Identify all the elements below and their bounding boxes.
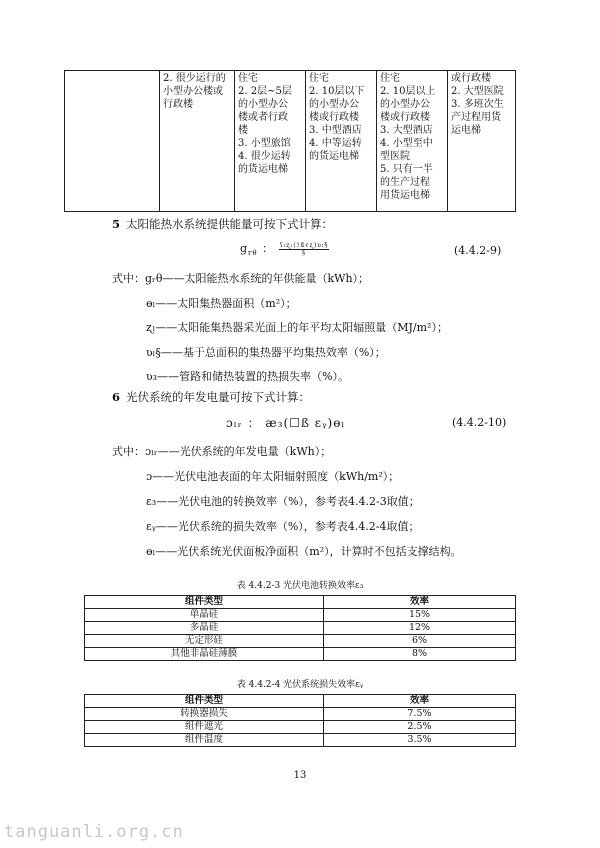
table-row [85,622,516,635]
cell-text-line: 3. 大型酒店 [380,125,433,136]
variable-symbol: εᵧ [146,520,156,533]
table-cell [448,71,516,212]
column-header: 组件类型 [85,695,324,708]
pv-system-loss-table [84,694,516,747]
definition-text: ——太阳能热水系统的年供能量（kWh）； [162,272,370,285]
elevator-usage-table-fragment [64,70,516,212]
variable-definition [146,295,297,311]
table-cell [377,71,448,212]
fraction-numerator: ʕₗʐₗ(ℐßℓʐ)ʋₗ§ [279,241,329,249]
table-caption: 表 4.4.2-3 光伏电池转换效率ε₃ [236,581,364,591]
cell-text-line: 2. 大型医院 [451,86,504,97]
cell-text-line: 产过程用货 [451,112,501,123]
section-6-title [112,389,310,405]
definition-text: ——光伏系统光伏面板净面积（m²），计算时不包括支撑结构。 [155,545,462,558]
variable-definition [146,368,349,384]
definition-text: ——光伏系统的损失效率（%），参考表4.4.2-4取值； [155,520,420,533]
cell-text-line: 住宅 [309,73,329,84]
definition-text: ——光伏电池表面的年太阳辐射照度（kWh/m²）； [152,470,400,483]
definition-prefix: 式中： [112,272,145,285]
definition-text: ——管路和储热装置的热损失率（%）。 [157,370,350,383]
equation-number: (4.4.2-9) [454,244,502,257]
cell-text-line: 或行政楼 [451,73,491,84]
section-title-text: 光伏系统的年发电量可按下式计算： [126,390,311,404]
cell-text-line: 行政楼 [163,99,193,110]
cell-text-line: 2. 10层以下 [309,86,365,97]
cell-text-line: 3. 多班次生 [451,99,504,110]
table-cell: 单晶硅 [85,609,324,622]
table-cell: 3.5% [324,734,516,747]
formula-fraction [279,242,330,257]
cell-text-line: 住宅 [380,73,400,84]
table-cell: 6% [324,635,516,648]
variable-definition [146,543,462,559]
definition-prefix: 式中： [112,445,145,458]
section-title-text: 太阳能热水系统提供能量可按下式计算： [126,217,334,231]
variable-definition [146,344,386,360]
table-cell [65,71,160,212]
column-header: 效率 [324,695,516,708]
variable-symbol: ɵₗ [146,296,156,310]
cell-text-line: 的货运电梯 [309,151,359,162]
variable-definition [112,270,369,286]
table-cell: 7.5% [324,708,516,721]
variable-definition [146,319,448,335]
formula-lhs: g [240,242,249,255]
table-cell: 无定形硅 [85,635,324,648]
cell-text-line: 楼或行政楼 [380,112,430,123]
table-cell: 其他非晶硅薄膜 [85,648,324,661]
cell-text-line: 3. 小型旅馆 [238,138,291,149]
cell-text-line: 2. 10层以上 [380,86,436,97]
cell-text-line: 3. 中型酒店 [309,125,362,136]
watermark: tanguanli.org.cn [4,822,184,842]
cell-text-line: 的小型办公 [238,99,288,110]
cell-text-line: 住宅 [238,73,258,84]
definition-text: ——太阳集热器面积（m²）； [155,296,297,310]
variable-symbol: ε₃ [146,495,157,508]
variable-definition [112,443,331,459]
page-number: 13 [293,770,307,781]
cell-text-line: 5. 只有一半 [380,164,433,175]
cell-text-line: 的小型办公 [309,99,359,110]
cell-text-line: 小型办公楼或 [163,86,223,97]
formula-4-4-2-9 [240,240,329,257]
pv-cell-efficiency-table [84,595,516,661]
cell-text-line: 用货运电梯 [380,190,430,201]
column-header: 效率 [324,596,516,609]
variable-symbol: ʋ₃ [146,370,158,383]
table-row [65,71,516,212]
table-row [85,635,516,648]
cell-text-line: 楼或行政楼 [309,112,359,123]
cell-text-line: 楼 [238,125,248,136]
cell-text-line: 型医院 [380,151,410,162]
definition-text: ——太阳能集热器采光面上的年平均太阳辐照量（MJ/m²）； [155,321,448,334]
cell-text-line: 运电梯 [451,125,481,136]
table-caption: 表 4.4.2-4 光伏系统损失效率εᵧ [236,680,364,690]
table-row [85,648,516,661]
table-row [85,734,516,747]
definition-text: ——基于总面积的集热器平均集热效率（%）； [160,345,386,359]
formula-4-4-2-10: ɔₗᵣ ： æ₃(☐ß εᵧ)ɵₗ [226,416,346,430]
table-header-row [85,695,516,708]
formula-lhs-subscript: rθ [248,249,258,258]
variable-symbol: ʋₗ§ [146,345,161,359]
table-cell: 12% [324,622,516,635]
definition-text: ——光伏系统的年发电量（kWh）； [157,445,332,458]
table-row [85,609,516,622]
cell-text-line: 4. 中等运转 [309,138,362,149]
cell-text-line: 2. 2层~5层 [238,86,292,97]
variable-definition [146,493,420,509]
definition-text: ——光伏电池的转换效率（%），参考表4.4.2-3取值； [156,495,420,508]
table-header-row [85,596,516,609]
cell-text-line: 的生产过程 [380,177,430,188]
table-cell: 2.5% [324,721,516,734]
table-cell [306,71,377,212]
table-cell [160,71,235,212]
section-number: 6 [112,390,121,404]
cell-text-line: 的货运电梯 [238,164,288,175]
variable-definition [146,518,420,534]
cell-text-line: 4. 小型至中 [380,138,433,149]
variable-symbol: ɔₗᵣ [145,445,158,458]
equation-number: (4.4.2-10) [452,416,507,429]
variable-definition [146,468,399,484]
table-cell: 组件遮光 [85,721,324,734]
cell-text-line: 4. 很少运转 [238,151,291,162]
table-row [85,708,516,721]
variable-symbol: ʐₗ [146,321,156,334]
fraction-denominator: § [302,249,306,257]
cell-text-line: 的小型办公 [380,99,430,110]
cell-text-line: 楼或者行政 [238,112,288,123]
variable-symbol: ɵₗ [146,545,156,558]
variable-symbol: ɔ [146,470,153,483]
table-row [85,721,516,734]
section-number: 5 [112,217,121,231]
table-cell: 15% [324,609,516,622]
variable-symbol: gᵣθ [145,272,163,285]
cell-text-line: 2. 很少运行的 [163,73,226,84]
section-5-title [112,216,333,232]
column-header: 组件类型 [85,596,324,609]
table-cell: 转换器损失 [85,708,324,721]
formula-equals: ： [262,242,275,255]
table-cell [235,71,306,212]
table-cell: 组件温度 [85,734,324,747]
table-cell: 8% [324,648,516,661]
table-cell: 多晶硅 [85,622,324,635]
